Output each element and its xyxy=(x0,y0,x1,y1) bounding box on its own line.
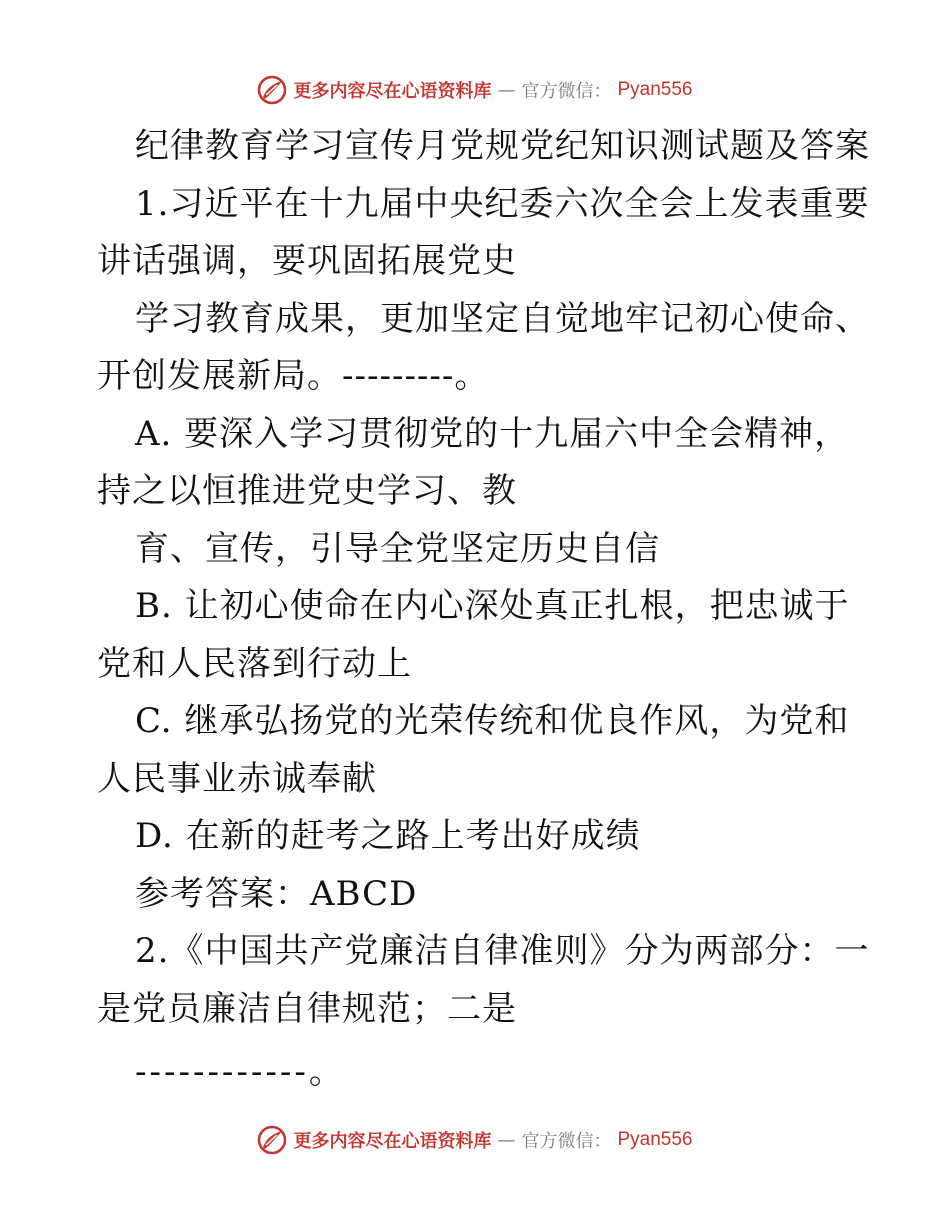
option-b-line-1: B. 让初心使命在内心深处真正扎根，把忠诚于 xyxy=(135,586,850,626)
option-c-line-2: 人民事业赤诚奉献 xyxy=(97,758,377,799)
banner-wechat-label: 官方微信： xyxy=(521,81,612,102)
document-title: 纪律教育学习宣传月党规党纪知识测试题及答案 xyxy=(135,126,870,166)
question-1-line-4: 开创发展新局。---------。 xyxy=(97,356,490,396)
header-banner xyxy=(0,70,950,110)
option-a-line-1: A. 要深入学习贯彻党的十九届六中全会精神， xyxy=(135,413,850,454)
option-c-line-1: C. 继承弘扬党的光荣传统和优良作风，为党和 xyxy=(135,701,850,741)
pen-ribbon-logo-icon xyxy=(257,1125,287,1155)
footer-wechat-id: Pyan556 xyxy=(617,1129,693,1150)
pen-ribbon-logo-icon xyxy=(257,75,287,105)
footer-brand-text: 更多内容尽在心语资料库 xyxy=(293,1131,492,1152)
option-d-line-1: D. 在新的赶考之路上考出好成绩 xyxy=(135,816,641,856)
footer-banner xyxy=(0,1120,950,1160)
question-1-line-1: 1.习近平在十九届中央纪委六次全会上发表重要 xyxy=(135,183,870,224)
banner-wechat-id: Pyan556 xyxy=(617,79,693,100)
question-2-line-2: 是党员廉洁自律规范；二是 xyxy=(97,988,517,1029)
question-2-blank-line: ------------。 xyxy=(135,1052,346,1092)
question-1-line-2: 讲话强调，要巩固拓展党史 xyxy=(97,241,517,281)
footer-separator: — xyxy=(497,1129,516,1151)
question-1-line-3: 学习教育成果，更加坚定自觉地牢记初心使命、 xyxy=(135,298,870,339)
document-body xyxy=(97,118,870,1102)
footer-wechat-label: 官方微信： xyxy=(521,1131,612,1152)
option-a-line-2: 持之以恒推进党史学习、教 xyxy=(97,471,517,511)
option-b-line-2: 党和人民落到行动上 xyxy=(97,643,412,684)
banner-separator: — xyxy=(497,79,516,101)
answer-line: 参考答案：ABCD xyxy=(135,873,418,914)
question-2-line-1: 2.《中国共产党廉洁自律准则》分为两部分：一 xyxy=(135,931,870,971)
option-a-line-3: 育、宣传，引导全党坚定历史自信 xyxy=(135,528,660,569)
banner-brand-text: 更多内容尽在心语资料库 xyxy=(293,81,492,102)
